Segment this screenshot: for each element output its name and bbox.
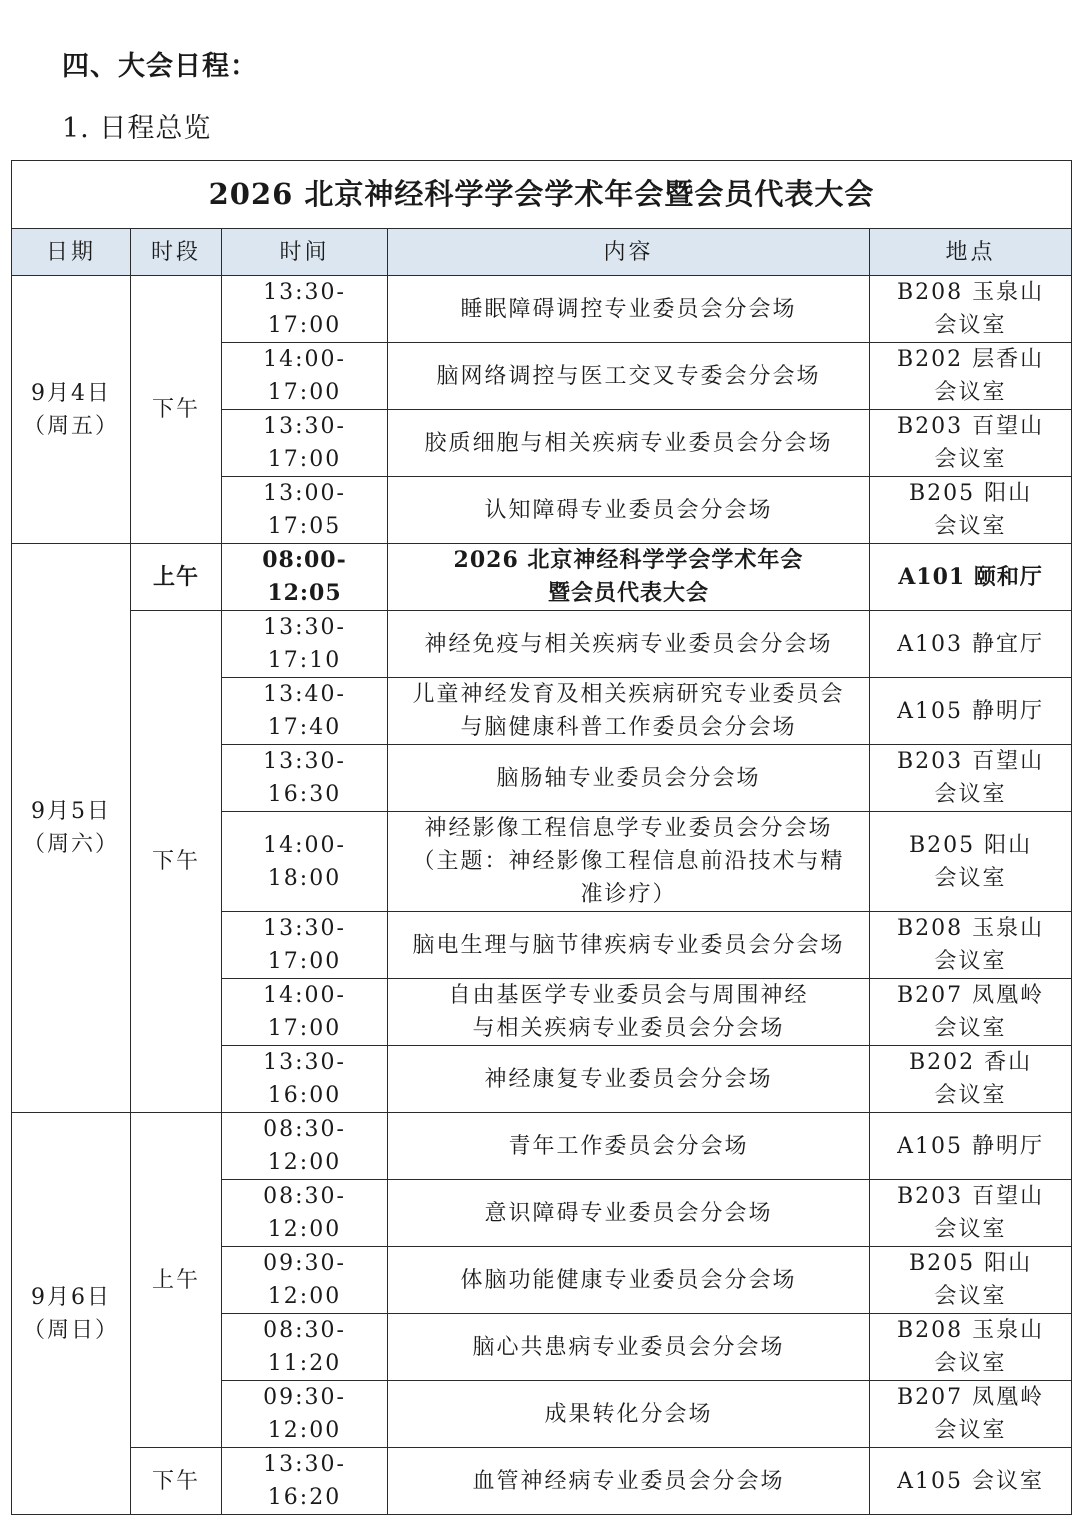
table-row <box>12 611 1072 678</box>
content-cell: 脑心共患病专业委员会分会场 <box>388 1314 870 1381</box>
content-cell: 脑肠轴专业委员会分会场 <box>388 745 870 812</box>
content-cell: 2026 北京神经科学学会学术年会 暨会员代表大会 <box>388 544 870 611</box>
location-cell: A105 会议室 <box>870 1448 1072 1515</box>
table-row <box>12 276 1072 343</box>
content-cell: 胶质细胞与相关疾病专业委员会分会场 <box>388 410 870 477</box>
content-cell: 脑电生理与脑节律疾病专业委员会分会场 <box>388 912 870 979</box>
date-cell: 9月6日 （周日） <box>12 1113 131 1515</box>
location-cell: A103 静宜厅 <box>870 611 1072 678</box>
location-cell: B208 玉泉山 会议室 <box>870 912 1072 979</box>
time-cell: 13:30-16:00 <box>222 1046 388 1113</box>
table-title: 2026 北京神经科学学会学术年会暨会员代表大会 <box>12 161 1072 229</box>
location-cell: B202 香山 会议室 <box>870 1046 1072 1113</box>
period-cell: 上午 <box>131 544 222 611</box>
content-cell: 体脑功能健康专业委员会分会场 <box>388 1247 870 1314</box>
column-header: 日期 <box>12 229 131 276</box>
table-row <box>12 1448 1072 1515</box>
period-cell: 下午 <box>131 1448 222 1515</box>
location-cell: B203 百望山 会议室 <box>870 410 1072 477</box>
content-cell: 青年工作委员会分会场 <box>388 1113 870 1180</box>
location-cell: B203 百望山 会议室 <box>870 1180 1072 1247</box>
content-cell: 脑网络调控与医工交叉专委会分会场 <box>388 343 870 410</box>
date-cell: 9月4日 （周五） <box>12 276 131 544</box>
location-cell: B205 阳山 会议室 <box>870 1247 1072 1314</box>
content-cell: 认知障碍专业委员会分会场 <box>388 477 870 544</box>
content-cell: 成果转化分会场 <box>388 1381 870 1448</box>
time-cell: 08:00-12:05 <box>222 544 388 611</box>
date-cell: 9月5日 （周六） <box>12 544 131 1113</box>
time-cell: 08:30-11:20 <box>222 1314 388 1381</box>
location-cell: B207 凤凰岭 会议室 <box>870 979 1072 1046</box>
location-cell: A105 静明厅 <box>870 678 1072 745</box>
time-cell: 13:30-17:00 <box>222 912 388 979</box>
content-cell: 儿童神经发育及相关疾病研究专业委员会 与脑健康科普工作委员会分会场 <box>388 678 870 745</box>
time-cell: 13:30-17:10 <box>222 611 388 678</box>
column-header: 内容 <box>388 229 870 276</box>
location-cell: B205 阳山 会议室 <box>870 812 1072 912</box>
schedule-table <box>11 160 1072 1515</box>
location-cell: A101 颐和厅 <box>870 544 1072 611</box>
period-cell: 上午 <box>131 1113 222 1448</box>
location-cell: B207 凤凰岭 会议室 <box>870 1381 1072 1448</box>
section-heading: 四、大会日程： <box>62 51 258 82</box>
time-cell: 13:30-16:20 <box>222 1448 388 1515</box>
subsection-heading: 1. 日程总览 <box>62 113 212 144</box>
content-cell: 神经康复专业委员会分会场 <box>388 1046 870 1113</box>
content-cell: 神经免疫与相关疾病专业委员会分会场 <box>388 611 870 678</box>
location-cell: A105 静明厅 <box>870 1113 1072 1180</box>
time-cell: 14:00-17:00 <box>222 343 388 410</box>
location-cell: B205 阳山 会议室 <box>870 477 1072 544</box>
time-cell: 13:30-17:00 <box>222 410 388 477</box>
content-cell: 自由基医学专业委员会与周围神经 与相关疾病专业委员会分会场 <box>388 979 870 1046</box>
time-cell: 08:30-12:00 <box>222 1113 388 1180</box>
time-cell: 14:00-18:00 <box>222 812 388 912</box>
content-cell: 睡眠障碍调控专业委员会分会场 <box>388 276 870 343</box>
time-cell: 09:30-12:00 <box>222 1247 388 1314</box>
time-cell: 09:30-12:00 <box>222 1381 388 1448</box>
location-cell: B202 层香山 会议室 <box>870 343 1072 410</box>
column-header: 时段 <box>131 229 222 276</box>
period-cell: 下午 <box>131 611 222 1113</box>
period-cell: 下午 <box>131 276 222 544</box>
time-cell: 13:30-17:00 <box>222 276 388 343</box>
location-cell: B208 玉泉山 会议室 <box>870 1314 1072 1381</box>
column-header: 时间 <box>222 229 388 276</box>
time-cell: 13:30-16:30 <box>222 745 388 812</box>
location-cell: B208 玉泉山 会议室 <box>870 276 1072 343</box>
content-cell: 神经影像工程信息学专业委员会分会场 （主题：神经影像工程信息前沿技术与精 准诊疗） <box>388 812 870 912</box>
content-cell: 血管神经病专业委员会分会场 <box>388 1448 870 1515</box>
time-cell: 13:00-17:05 <box>222 477 388 544</box>
table-row <box>12 544 1072 611</box>
time-cell: 08:30-12:00 <box>222 1180 388 1247</box>
location-cell: B203 百望山 会议室 <box>870 745 1072 812</box>
table-row <box>12 1113 1072 1180</box>
time-cell: 14:00-17:00 <box>222 979 388 1046</box>
content-cell: 意识障碍专业委员会分会场 <box>388 1180 870 1247</box>
time-cell: 13:40-17:40 <box>222 678 388 745</box>
column-header: 地点 <box>870 229 1072 276</box>
